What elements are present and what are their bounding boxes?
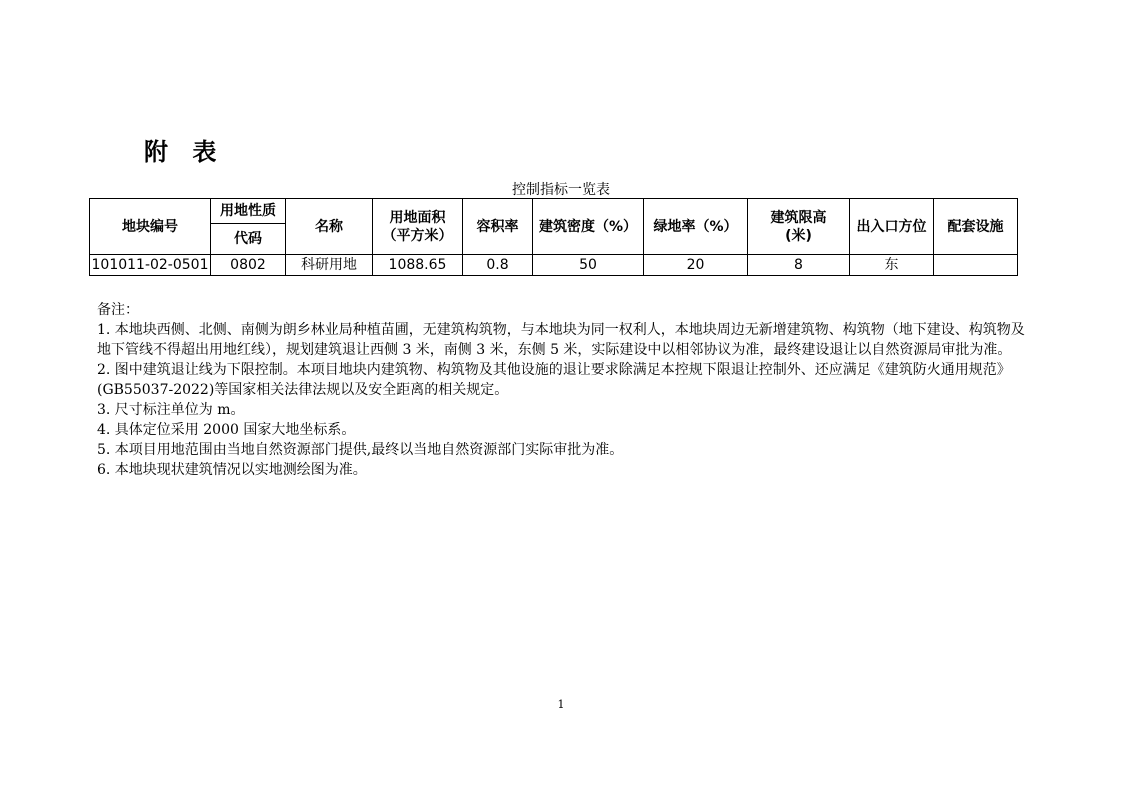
header-area: [373, 199, 463, 255]
header-density: 建筑密度（%）: [533, 199, 644, 255]
header-access: 出入口方位: [850, 199, 934, 255]
note-item: 4. 具体定位采用 2000 国家大地坐标系。: [97, 422, 356, 438]
note-item: 6. 本地块现状建筑情况以实地测绘图为准。: [97, 462, 367, 478]
cell-facilities: [934, 255, 1018, 276]
header-area-line1: 用地面积: [389, 209, 446, 226]
cell-density: 50: [533, 255, 644, 276]
note-item: 3. 尺寸标注单位为 m。: [97, 402, 245, 418]
header-height-line2: (米): [785, 227, 812, 244]
control-index-table: [89, 198, 1018, 276]
cell-area: 1088.65: [373, 255, 463, 276]
header-name: 名称: [286, 199, 373, 255]
page-number: 1: [557, 698, 565, 711]
note-item: 5. 本项目用地范围由当地自然资源部门提供,最终以当地自然资源部门实际审批为准。: [97, 442, 624, 458]
header-parcel-no: 地块编号: [90, 199, 211, 255]
table-row: [90, 255, 1018, 276]
note-item: 2. 图中建筑退让线为下限控制。本项目地块内建筑物、构筑物及其他设施的退让要求除满足本控规下限退让控制外、还应满足《建筑防火通用规范》(GB55037-2022)等国家相关法律法规以及安全距离的相关规定。: [97, 362, 1011, 398]
cell-far: 0.8: [463, 255, 533, 276]
header-height-line1: 建筑限高: [770, 209, 827, 226]
cell-access: 东: [850, 255, 934, 276]
cell-height: 8: [748, 255, 850, 276]
header-code: 代码: [211, 224, 286, 255]
header-area-line2: （平方米）: [382, 227, 453, 244]
header-green: 绿地率（%）: [644, 199, 748, 255]
notes-section: [97, 300, 1029, 480]
page-heading: 附 表: [144, 138, 225, 166]
cell-code: 0802: [211, 255, 286, 276]
header-far: 容积率: [463, 199, 533, 255]
cell-name: 科研用地: [286, 255, 373, 276]
notes-title: 备注：: [97, 302, 139, 318]
table-caption: 控制指标一览表: [512, 182, 610, 198]
header-facilities: 配套设施: [934, 199, 1018, 255]
header-land-use: 用地性质: [211, 199, 286, 224]
cell-parcel-no: 101011-02-0501: [90, 255, 211, 276]
note-item: 1. 本地块西侧、北侧、南侧为朗乡林业局种植苗圃，无建筑构筑物，与本地块为同一权利人，本地块周边无新增建筑物、构筑物（地下建设、构筑物及地下管线不得超出用地红线），规划建筑退让西侧 3 米，南侧 3 米，东侧 5 米，实际建设中以相邻协议为准，最终建设退让以自然资源局审批为准。: [97, 322, 1025, 358]
header-height: [748, 199, 850, 255]
cell-green: 20: [644, 255, 748, 276]
